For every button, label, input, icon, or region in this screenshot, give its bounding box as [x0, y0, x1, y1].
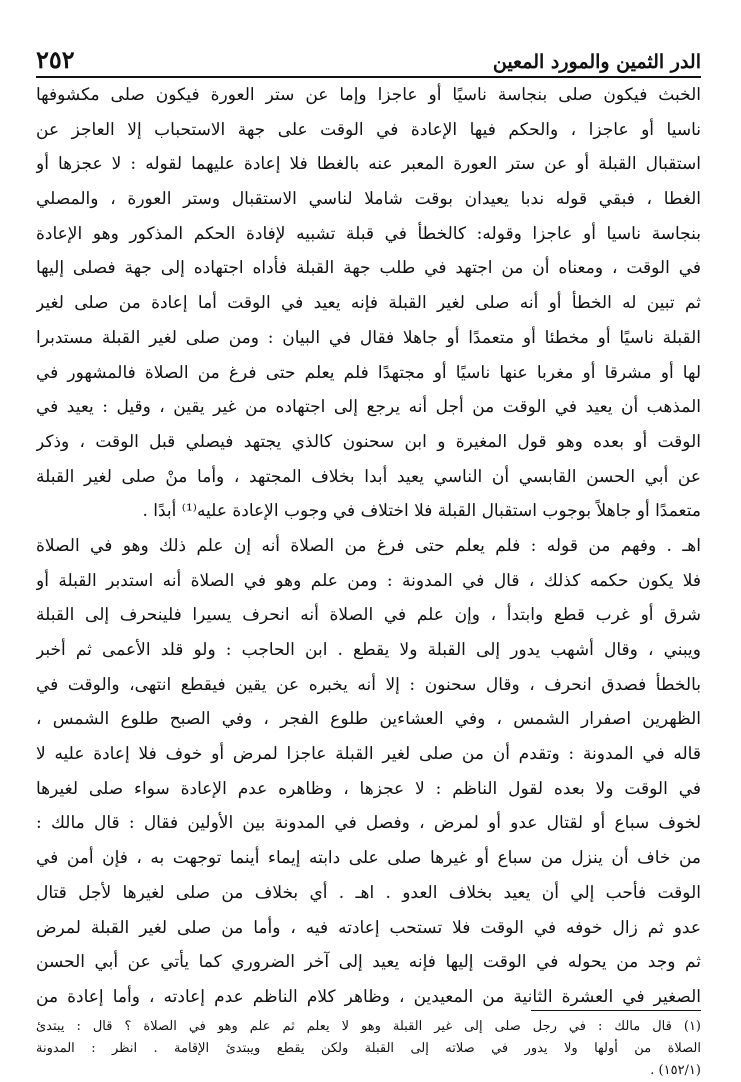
footnotes: [36, 1016, 701, 1082]
footnote-line: (١) قال مالك : في رجل صلى إلى غير القبلة وهو لا يعلم ثم علم وهو في الصلاة ؟ قال : يبتدئ: [36, 1019, 701, 1034]
body-text: [36, 78, 701, 1015]
footnote-separator: [531, 1010, 701, 1011]
text-line: متعمدًا أو جاهلاً بوجوب استقبال القبلة فلا اختلاف في وجوب الإعادة عليه⁽¹⁾ أبدًا .: [142, 501, 701, 522]
text-line: اهـ . وفهم من قوله : فلم يعلم حتى فرغ من الصلاة أنه إن علم ذلك وهو في الصلاة: [36, 535, 701, 556]
text-line: في الوقت ، ومعناه أن من اجتهد في طلب جهة القبلة فأداه اجتهاده إلى جهة فصلى إليها: [36, 258, 701, 279]
text-line: بنجاسة ناسيا أو عاجزا وقوله: كالخطأ في قبلة تشبيه لإفادة الحكم المذكور وهو الإعادة: [36, 223, 701, 244]
text-line: الصغير في العشرة الثانية من المعيدين ، وظاهر كلام الناظم عدم إعادته ، وأما إعادة من: [36, 986, 701, 1007]
text-line: القبلة ناسيًا أو مخطئا أو متعمدًا أو جاهلا فقال في البيان : ومن صلى لغير القبلة مستدبرا: [36, 327, 701, 348]
text-line: عن أبي الحسن القابسي أن الناسي يعيد أبدا بخلاف المجتهد ، وأما منْ صلى لغير القبلة: [36, 466, 701, 487]
text-line: الوقت أو بعده وهو قول المغيرة و ابن سحنون كالذي يجتهد فيصلي قبل الوقت ، وذكر: [36, 431, 701, 452]
text-line: الظهرين اصفرار الشمس ، وفي العشاءين طلوع الفجر ، وفي الصبح طلوع الشمس ،: [36, 709, 701, 730]
text-line: الوقت فأحب إلي أن يعيد بخلاف العدو . اهـ . أي بخلاف من صلى لغيرها لأجل قتال: [36, 882, 701, 903]
page-number: ٢٥٢: [36, 45, 75, 74]
text-line: الخبث فيكون صلى بنجاسة ناسيًا أو عاجزا وإما عن ستر العورة فيكون صلى مكشوفها: [36, 85, 701, 105]
text-line: استقبال القبلة أو عن ستر العورة المعبر عنه بالغطا فلا إعادة عليهما لقوله : لا عجزها أو: [36, 154, 701, 175]
text-line: بالخطأ فصدق انحرف ، وقال سحنون : إلا أنه يخبره عن يقين فيقطع انتهى، والوقت في: [36, 674, 701, 695]
text-line: شرق أو غرب قطع وابتدأ ، وإن علم في الصلاة أنه انحرف يسيرا فلينحرف إلى القبلة: [36, 605, 701, 626]
text-line: عدو ثم زال خوفه في الوقت فلا تستحب إعادته فيه ، وأما من صلى لغير القبلة لمرض: [36, 917, 701, 938]
text-line: المذهب أن يعيد في الوقت من أجل أنه يرجع إلى اجتهاده من غير يقين ، وقيل : يعيد في: [36, 397, 701, 418]
text-line: ويبني ، وقال أشهب يدور إلى القبلة ولا يقطع . ابن الحاجب : ولو قلد الأعمى ثم أخبر: [36, 640, 701, 660]
page-header: [36, 42, 701, 78]
text-line: ثم وجد من يحوله في الوقت إليها فإنه يعيد إلى آخر الضروري كما يأتي عن أبي الحسن: [36, 952, 701, 973]
text-line: ثم تبين له الخطأ أو أنه صلى لغير القبلة فإنه يعيد في الوقت أما إعادة من صلى لغير: [36, 293, 701, 314]
text-line: ناسيا أو عاجزا ، والحكم فيها الإعادة في الوقت على جهة الاستحباب إلا العاجز عن: [36, 119, 701, 140]
text-line: في الوقت ولا بعده لقول الناظم : لا عجزها ، وظاهره عدم الإعادة سواء صلى لغيرها: [36, 778, 701, 799]
text-line: لها أو مشرقا أو مغربا عنها ناسيًا أو مجتهدًا فلم يعلم حتى فرغ من الصلاة فالمشهور في: [36, 362, 701, 383]
running-title: الدر الثمين والمورد المعين: [492, 51, 701, 73]
footnote-line: (١٥٢/١) .: [650, 1063, 701, 1078]
text-line: لخوف سباع أو لقتال عدو أو لمرض ، وفصل في المدونة بين الأولين فقال : قال مالك :: [36, 813, 701, 834]
text-line: من خاف أن ينزل من سباع أو غيرها صلى على دابته إيماء أينما توجهت به ، فإن أمن في: [36, 848, 701, 869]
footnote-line: الصلاة من أولها ولا يدور في صلاته إلى القبلة ولكن يقطع ويبتدئ الإقامة . انظر : المدونة: [36, 1041, 701, 1056]
text-line: قاله في المدونة : وتقدم أن من صلى لغير القبلة عاجزا لمرض أو خوف فلا إعادة عليه لا: [36, 744, 701, 765]
text-line: الغطا ، فبقي قوله ندبا يعيدان بوقت شاملا لناسي الاستقبال وستر العورة ، والمصلي: [36, 189, 701, 210]
text-line: فلا يكون حكمه كذلك ، قال في المدونة : ومن علم وهو في الصلاة أنه استدبر القبلة أو: [36, 570, 701, 591]
